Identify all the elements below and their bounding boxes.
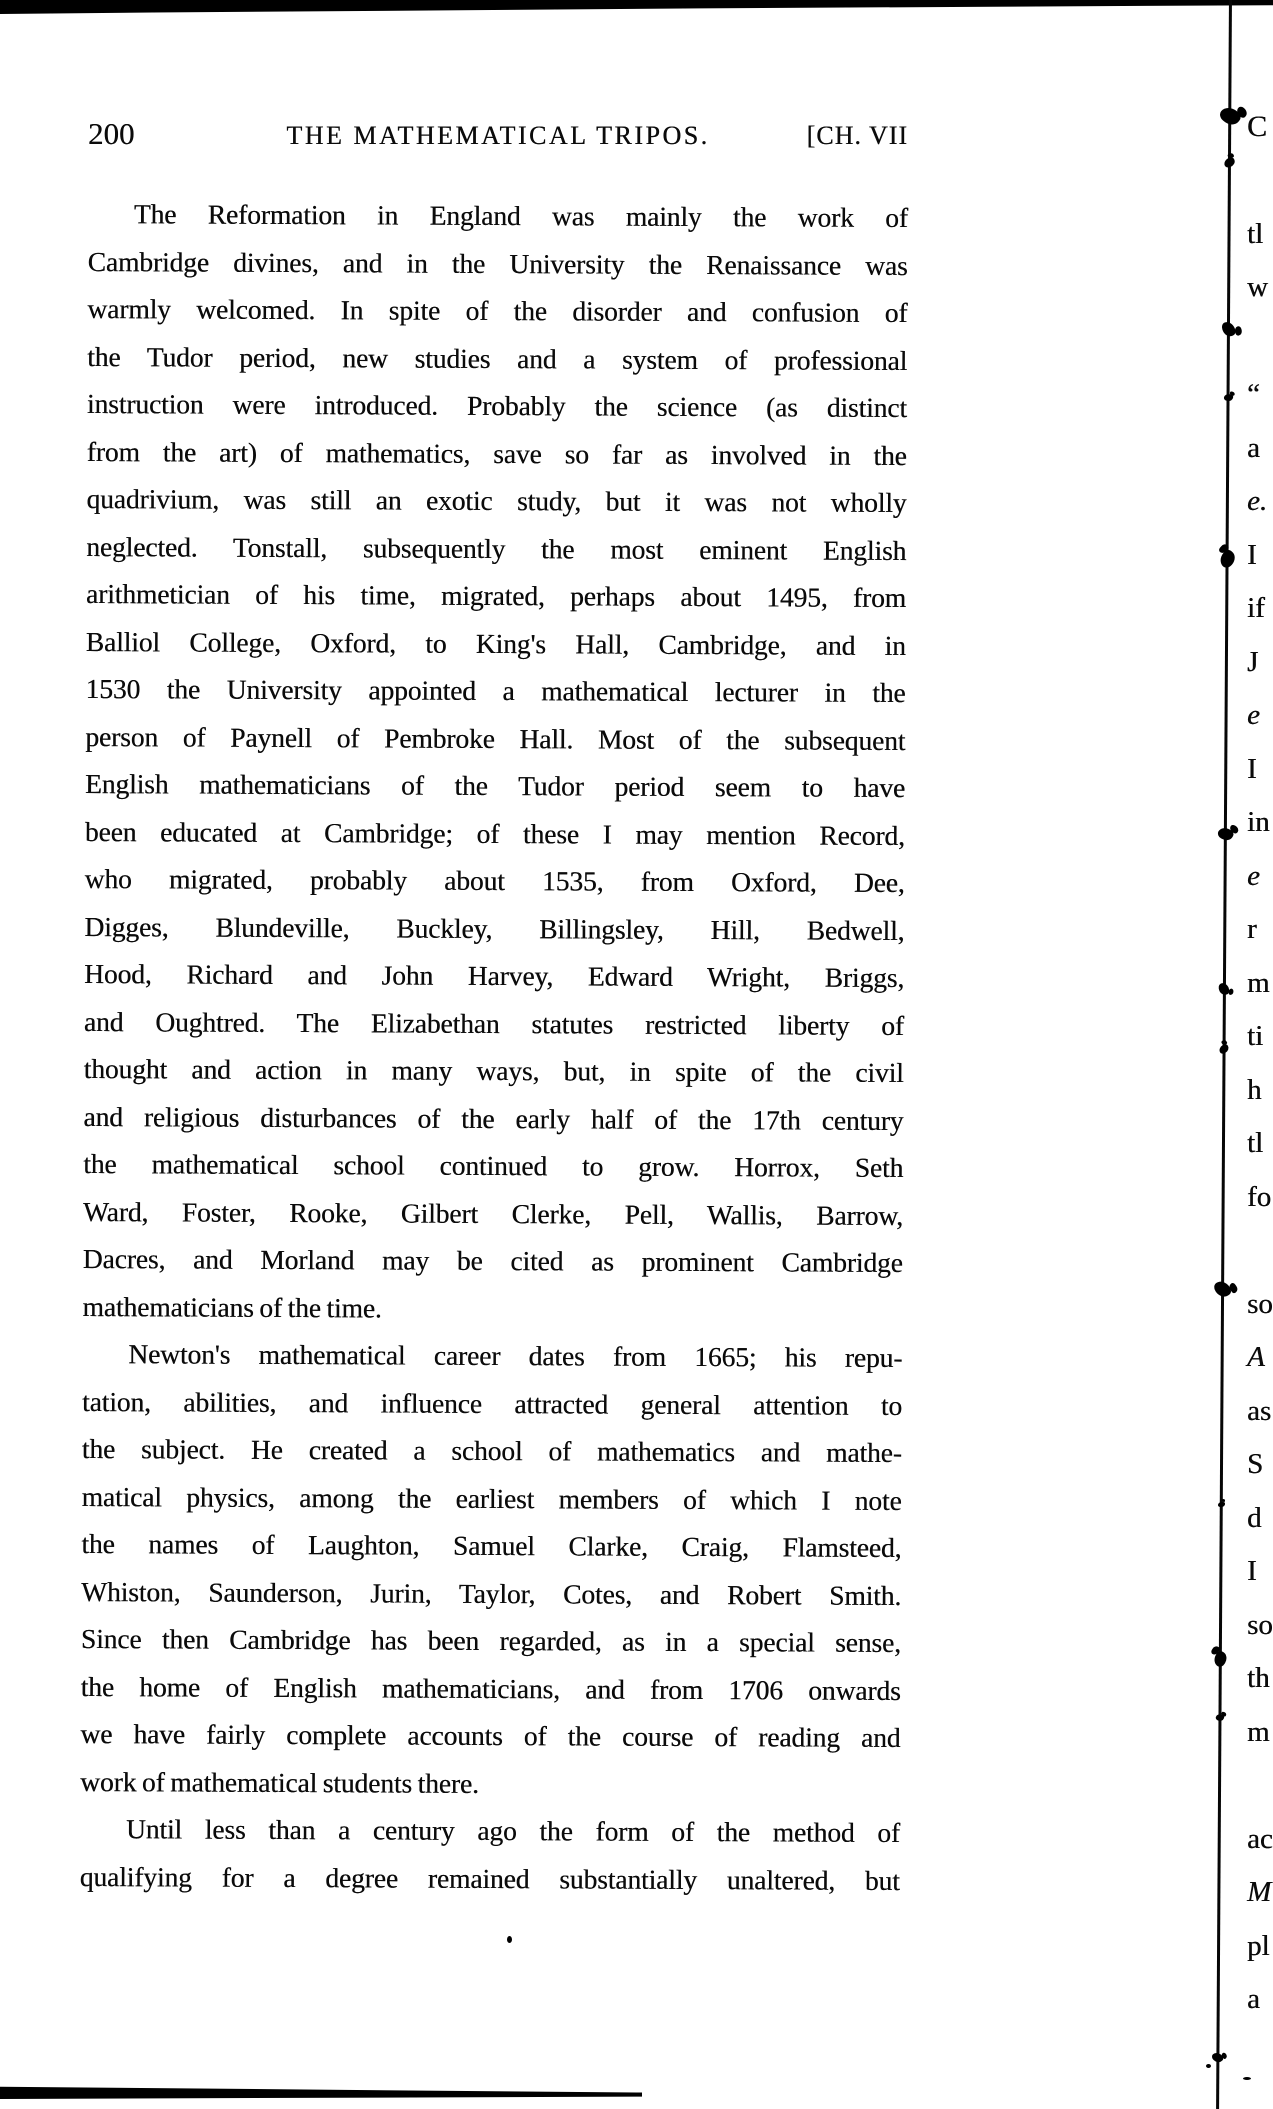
next-page-fragment: “ xyxy=(1247,378,1260,410)
binding-mark xyxy=(1218,982,1230,996)
text-line: Balliol College, Oxford, to King's Hall, Cambridge, and in xyxy=(85,625,906,661)
next-page-fragment: in xyxy=(1247,806,1270,838)
scan-edge-bottom xyxy=(0,2082,642,2099)
binding-mark xyxy=(1215,1713,1225,1722)
next-page-fragment: so xyxy=(1247,1288,1273,1320)
next-page-fragment: m xyxy=(1247,1716,1270,1748)
next-page-fragment: I xyxy=(1247,753,1257,785)
next-page-fragment: th xyxy=(1247,1662,1270,1694)
ink-speck xyxy=(1206,2064,1211,2068)
text-line: the subject. He created a school of mathematics and mathe- xyxy=(81,1432,902,1468)
text-line: Digges, Blundeville, Buckley, Billingsley, Hill, Bedwell, xyxy=(84,910,905,946)
next-page-fragment: h xyxy=(1247,1074,1262,1106)
text-line: 1530 the University appointed a mathematical lecturer in the xyxy=(85,672,906,709)
next-page-fragment: fo xyxy=(1247,1181,1272,1213)
text-line: neglected. Tonstall, subsequently the most eminent English xyxy=(86,530,907,566)
next-page-fragment: S xyxy=(1247,1448,1264,1480)
binding-mark xyxy=(1218,1043,1231,1055)
binding-mark xyxy=(1223,393,1233,402)
text-line: the names of Laughton, Samuel Clarke, Craig, Flamsteed, xyxy=(81,1527,902,1563)
page-header xyxy=(88,116,908,152)
next-page-fragment: I xyxy=(1247,1555,1257,1587)
next-page-fragment: d xyxy=(1247,1502,1262,1534)
text-line: quadrivium, was still an exotic study, but it was not wholly xyxy=(86,482,907,519)
body-text xyxy=(80,190,908,1904)
text-line: Hood, Richard and John Harvey, Edward Wright, Briggs, xyxy=(84,957,905,993)
text-line: mathematicians of the time. xyxy=(82,1290,382,1323)
binding-line xyxy=(1216,0,1232,2109)
binding-mark xyxy=(1218,1502,1225,1508)
text-line: we have fairly complete accounts of the course of reading and xyxy=(80,1717,901,1753)
text-line: Since then Cambridge has been regarded, as in a special sense, xyxy=(80,1622,901,1658)
next-page-fragment: pl xyxy=(1247,1930,1270,1962)
next-page-fragment: J xyxy=(1247,646,1259,678)
text-line: The Reformation in England was mainly the work of xyxy=(133,198,908,234)
ink-speck xyxy=(1243,2077,1251,2080)
text-line: been educated at Cambridge; of these I may mention Record, xyxy=(84,815,905,851)
next-page-fragment: ac xyxy=(1247,1823,1273,1855)
text-line: Cambridge divines, and in the University the Renaissance was xyxy=(87,245,908,281)
running-title: THE MATHEMATICAL TRIPOS. xyxy=(286,121,710,150)
next-page-header-fragment: C xyxy=(1247,110,1269,143)
binding-mark xyxy=(1211,1649,1229,1668)
binding-mark xyxy=(1216,825,1235,843)
scan-edge-top xyxy=(0,0,1273,26)
next-page-fragment: r xyxy=(1247,913,1257,945)
next-page-fragment: a xyxy=(1247,1983,1260,2015)
text-line: warmly welcomed. In spite of the disorder and confusion of xyxy=(87,292,908,329)
text-line: arithmetician of his time, migrated, perhaps about 1495, from xyxy=(85,577,907,614)
page-number: 200 xyxy=(88,116,135,151)
binding-mark xyxy=(1220,319,1237,337)
next-page-fragment: A xyxy=(1247,1341,1265,1373)
binding-mark xyxy=(1216,547,1238,569)
text-line: instruction were introduced. Probably the science (as distinct xyxy=(86,387,908,424)
binding-mark xyxy=(1211,2050,1225,2064)
text-line: Dacres, and Morland may be cited as prominent Cambridge xyxy=(82,1242,903,1278)
text-line: Until less than a century ago the form of the method of xyxy=(125,1813,901,1848)
next-page-fragment: e xyxy=(1247,699,1260,731)
next-page-fragment: e xyxy=(1247,860,1260,892)
next-page-fragment: m xyxy=(1247,967,1270,999)
text-line: Ward, Foster, Rooke, Gilbert Clerke, Pell, Wallis, Barrow, xyxy=(82,1195,904,1231)
text-line: qualifying for a degree remained substantially unaltered, but xyxy=(79,1860,900,1896)
next-page-fragment: a xyxy=(1247,432,1260,464)
next-page-fragment: e. xyxy=(1247,485,1268,517)
next-page-fragment: M xyxy=(1247,1876,1272,1908)
next-page-fragment: w xyxy=(1247,271,1268,303)
next-page-fragment: if xyxy=(1247,592,1265,624)
text-line: the mathematical school continued to grow. Horrox, Seth xyxy=(83,1147,904,1183)
text-line: who migrated, probably about 1535, from Oxford, Dee, xyxy=(84,862,905,898)
next-page-fragment: I xyxy=(1247,539,1257,571)
ink-speck xyxy=(507,1936,512,1943)
text-line: Newton's mathematical career dates from 1665; his repu- xyxy=(128,1338,903,1373)
text-line: person of Paynell of Pembroke Hall. Most of the subsequent xyxy=(85,720,906,756)
next-page-fragment: as xyxy=(1247,1395,1272,1427)
text-line: Whiston, Saunderson, Jurin, Taylor, Cotes, and Robert Smith. xyxy=(81,1575,902,1611)
text-line: from the art) of mathematics, save so far as involved in the xyxy=(86,435,907,471)
text-line: the home of English mathematicians, and from 1706 onwards xyxy=(80,1670,901,1706)
next-page-fragment: so xyxy=(1247,1609,1273,1641)
text-line: English mathematicians of the Tudor period seem to have xyxy=(85,767,906,803)
text-line: matical physics, among the earliest members of which I note xyxy=(81,1480,902,1516)
next-page-fragment: tl xyxy=(1247,1127,1264,1159)
binding-mark xyxy=(1223,156,1236,168)
text-line: work of mathematical students there. xyxy=(80,1765,479,1799)
text-line: thought and action in many ways, but, in spite of the civil xyxy=(83,1052,904,1088)
text-line: and Oughtred. The Elizabethan statutes restricted liberty of xyxy=(83,1005,905,1041)
next-page-fragment: tl xyxy=(1247,218,1264,250)
chapter-mark: [CH. VII xyxy=(806,121,908,150)
next-page-fragment: ti xyxy=(1247,1020,1264,1052)
text-line: and religious disturbances of the early half of the 17th century xyxy=(83,1100,904,1136)
binding-mark xyxy=(1212,1278,1233,1300)
text-line: the Tudor period, new studies and a system of professional xyxy=(87,340,908,376)
text-line: tation, abilities, and influence attracted general attention to xyxy=(82,1385,903,1421)
